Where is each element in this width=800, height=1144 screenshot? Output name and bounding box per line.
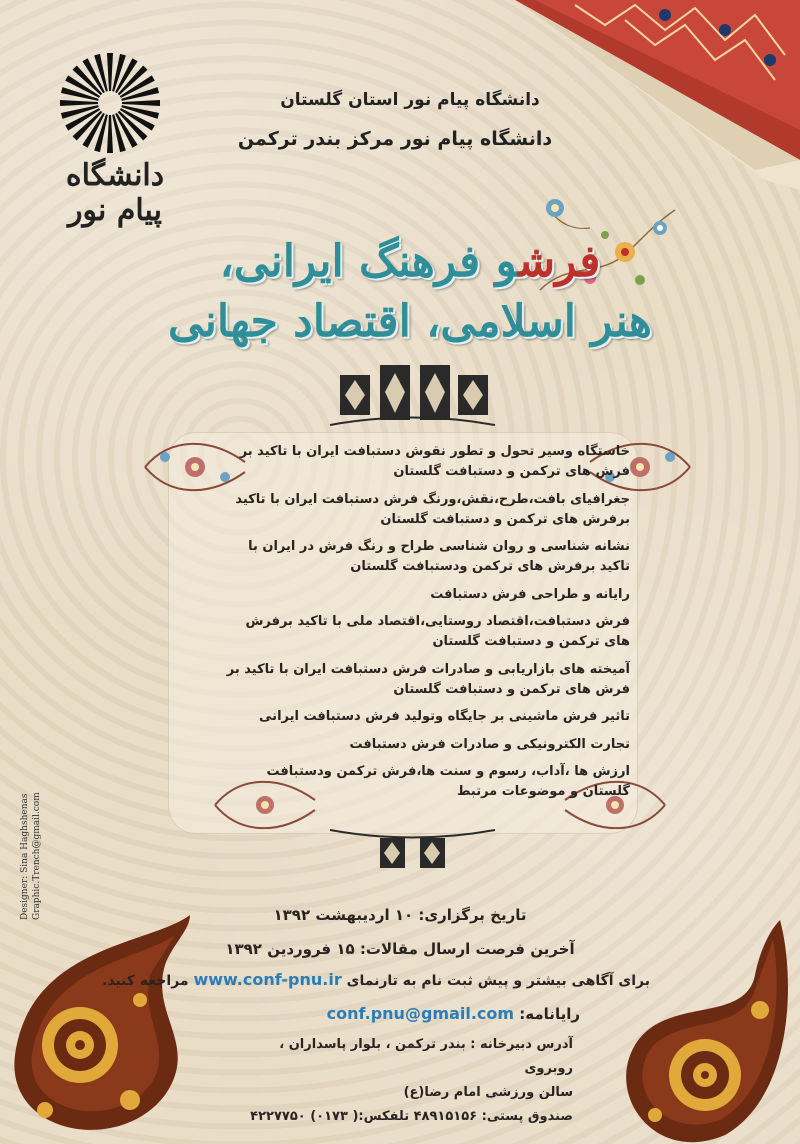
topic-item: رایانه و طراحی فرش دستبافت: [430, 586, 630, 602]
designer-name: Designer: Sina Haghshenas: [20, 793, 30, 920]
kilim-ornament-icon: [330, 355, 495, 435]
designer-email: Graphic.Trench@gmail.com: [32, 792, 42, 920]
topic-item: آمیخته های بازاریابی و صادرات فرش دستبافت ایران با تاکید بر فرش های ترکمن و دستبافت گلستان: [226, 661, 630, 697]
topic-item: تجارت الکترونیکی و صادرات فرش دستبافت: [349, 736, 630, 752]
pnu-logo-icon: [55, 48, 165, 158]
topic-item: تاثیر فرش ماشینی بر جایگاه وتولید فرش دستبافت ایرانی: [259, 709, 630, 724]
logo-text: دانشگاه پیام نور: [65, 158, 165, 228]
secretariat-address: [228, 1033, 573, 1129]
event-date: تاریخ برگزاری: ۱۰ اردیبهشت ۱۳۹۲: [273, 906, 527, 924]
university-province-title: دانشگاه پیام نور استان گلستان: [280, 90, 540, 110]
topic-item: خاستگاه وسیر تحول و تطور نقوش دستبافت ایران با تاکید بر فرش های ترکمن و دستبافت گلستان: [239, 444, 630, 479]
address-line: سالن ورزشی امام رضا(ع): [403, 1085, 573, 1100]
topic-item: فرش دستبافت،اقتصاد روستایی،اقتصاد ملی با تاکید برفرش های ترکمن و دستبافت گلستان: [245, 614, 630, 649]
title-line-1: [150, 232, 670, 292]
topic-item: ارزش ها ،آداب، رسوم و سنت ها،فرش ترکمن ودستبافت گلستان و موضوعات مرتبط: [266, 764, 630, 799]
email-link[interactable]: conf.pnu@gmail.com: [326, 1004, 515, 1023]
topic-item: جغرافیای بافت،طرح،نقش،ورنگ فرش دستبافت ایران با تاکید برفرش های ترکمن و دستبافت گلستان: [235, 491, 630, 527]
title-word-carpet: فرش: [518, 236, 601, 287]
topic-item: نشانه شناسی و روان شناسی طراح و رنگ فرش در ایران با تاکید برفرش های ترکمن ودستبافت گلستان: [248, 539, 630, 574]
address-line: آدرس دبیرخانه : بندر ترکمن ، بلوار پاسداران ، روبروی: [279, 1037, 573, 1076]
email-row: [326, 1004, 580, 1023]
carpet-corner-image: [515, 0, 800, 190]
website-link[interactable]: www.conf-pnu.ir: [193, 970, 342, 989]
university-center-title: دانشگاه پیام نور مرکز بندر ترکمن: [237, 128, 553, 150]
event-info: [102, 898, 650, 995]
more-info-line: [102, 966, 650, 995]
email-label: رایانامه:: [519, 1005, 580, 1023]
poster-title: [150, 232, 670, 352]
more-info-suffix: مراجعه کنید.: [102, 973, 189, 989]
more-info-text: برای آگاهی بیشتر و پیش ثبت نام به تارنمای: [346, 973, 650, 989]
submission-deadline: آخرین فرصت ارسال مقالات: ۱۵ فروردین ۱۳۹۲: [225, 940, 575, 958]
kilim-ornament-bottom-icon: [330, 820, 495, 875]
title-line-2: هنر اسلامی، اقتصاد جهانی: [168, 296, 652, 347]
title-line-1-rest: و فرهنگ ایرانی،: [219, 236, 519, 287]
contact-line: صندوق پستی: ۴۸۹۱۵۱۵۶ تلفکس:( ۰۱۷۳) ۴۲۲۷۷۵۰: [250, 1109, 573, 1124]
topics-list: [220, 442, 630, 810]
